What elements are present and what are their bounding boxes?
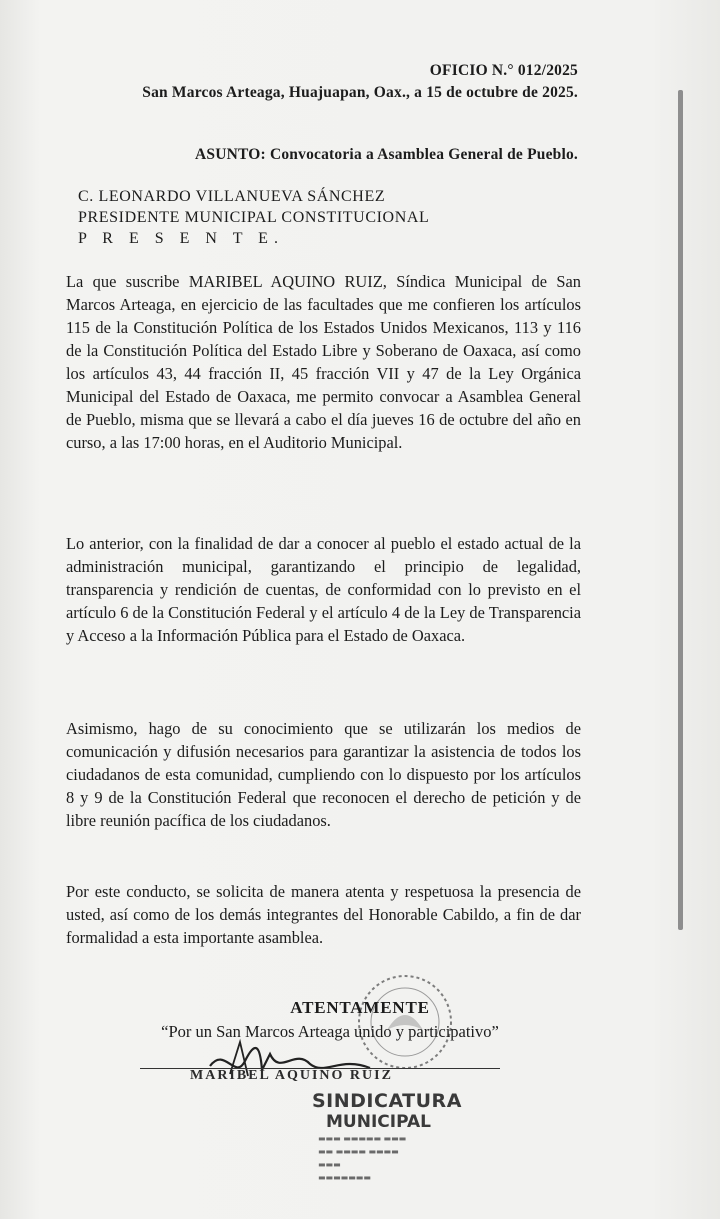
stamp-fine-print: ▬▬▬ ▬▬▬▬▬ ▬▬▬ ▬▬ ▬▬▬▬ ▬▬▬▬ ▬▬▬ ▬▬▬▬▬▬▬ <box>318 1134 407 1182</box>
body-paragraph-2: Lo anterior, con la finalidad de dar a conocer al pueblo el estado actual de la administración municipal, garantizando el principio de legalidad, transparencia y rendición de cuentas, de conformidad con lo previsto en el artículo 6 de la Constitución Federal y el artículo 4 de la Ley de Transparencia y Acceso a la Información Pública para el Estado de Oaxaca. <box>66 534 581 645</box>
addressee-block <box>78 186 598 249</box>
stamp-line-2: MUNICIPAL <box>326 1112 431 1132</box>
closing-atentamente: ATENTAMENTE <box>290 998 430 1017</box>
oficio-number: OFICIO N.° 012/2025 <box>429 62 578 79</box>
signer-name: MARIBEL AQUINO RUIZ <box>190 1068 393 1082</box>
page-edge-shadow <box>678 90 683 930</box>
addressee-presente: P R E S E N T E. <box>78 230 284 247</box>
sindicatura-stamp <box>298 1090 478 1184</box>
place-and-date: San Marcos Arteaga, Huajuapan, Oax., a 15 de octubre de 2025. <box>142 84 578 101</box>
body-paragraph-4: Por este conducto, se solicita de manera atenta y respetuosa la presencia de usted, así como de los demás integrantes del Honorable Cabildo, a fin de dar formalidad a esta importante asamblea. <box>66 882 581 947</box>
subject-line: ASUNTO: Convocatoria a Asamblea General de Pueblo. <box>195 146 578 163</box>
body-paragraph-1: La que suscribe MARIBEL AQUINO RUIZ, Síndica Municipal de San Marcos Arteaga, en ejercicio de las facultades que me confieren los artículos 115 de la Constitución Política de los Estados Unidos Mexicanos, 113 y 116 de la Constitución Política del Estado Libre y Soberano de Oaxaca, así como los artículos 43, 44 fracción II, 45 fracción VII y 47 de la Ley Orgánica Municipal del Estado de Oaxaca, me permito convocar a Asamblea General de Pueblo, misma que se llevará a cabo el día jueves 16 de octubre del año en curso, a las 17:00 horas, en el Auditorio Municipal. <box>66 272 581 452</box>
stamp-line-1: SINDICATURA <box>312 1090 462 1112</box>
body-paragraph-3: Asimismo, hago de su conocimiento que se utilizarán los medios de comunicación y difusión necesarios para garantizar la asistencia de todos los ciudadanos de esta comunidad, cumpliendo con lo dispuesto por los artículos 8 y 9 de la Constitución Federal que reconocen el derecho de petición y de libre reunión pacífica de los ciudadanos. <box>66 719 581 830</box>
addressee-name: C. LEONARDO VILLANUEVA SÁNCHEZ <box>78 188 386 205</box>
addressee-title: PRESIDENTE MUNICIPAL CONSTITUCIONAL <box>78 209 430 226</box>
closing-motto: “Por un San Marcos Arteaga unido y participativo” <box>161 1022 499 1041</box>
